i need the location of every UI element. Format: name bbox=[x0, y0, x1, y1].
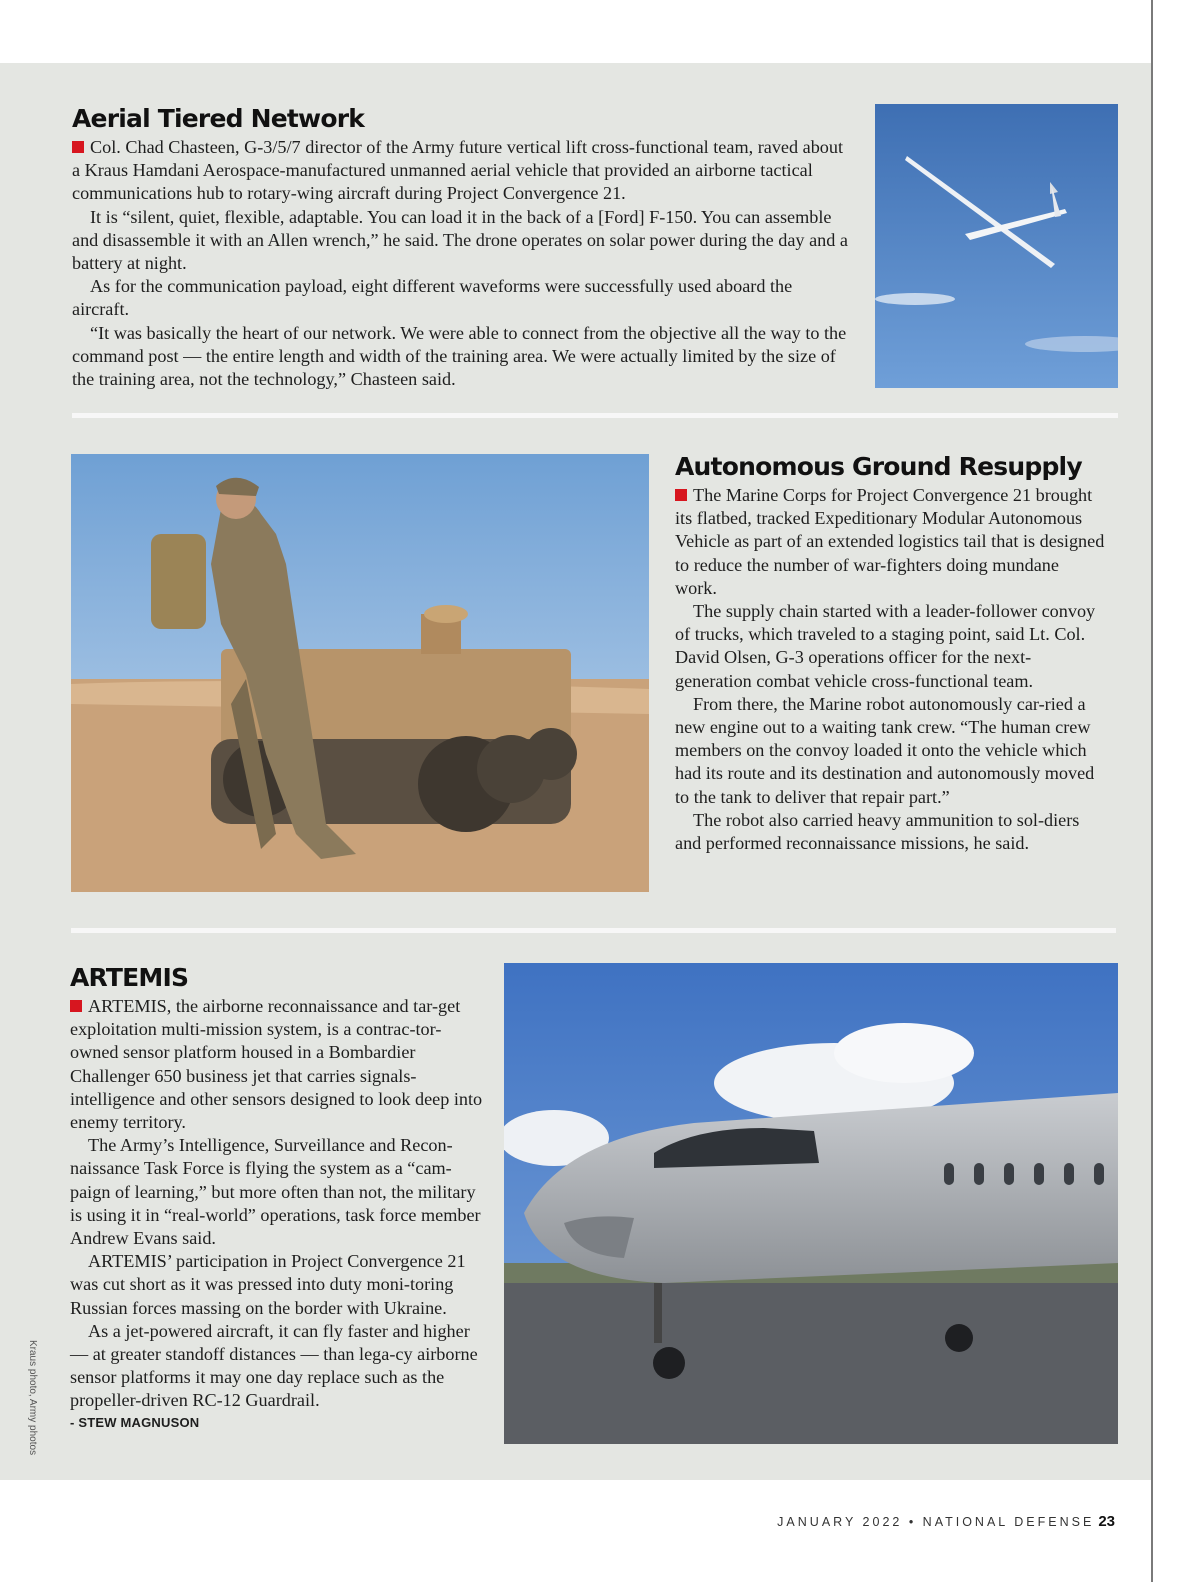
ground-section bbox=[675, 452, 1105, 855]
artemis-paragraph-4: As a jet-powered aircraft, it can fly faster and higher — at greater standoff distances — than lega-cy airborne sensor platforms it may one day replace such as the propeller-driven RC-12 Guardrail. bbox=[70, 1320, 478, 1411]
page-number: 23 bbox=[1098, 1513, 1115, 1530]
robot-vehicle-photo bbox=[71, 454, 649, 892]
aerial-section bbox=[72, 104, 852, 391]
artemis-title: ARTEMIS bbox=[70, 963, 189, 992]
page-footer bbox=[777, 1513, 1115, 1530]
aerial-paragraph-4: “It was basically the heart of our network. We were able to connect from the objective all the way to the command post — the entire length and width of the training area. We were actually limited by the size of the training area, not the technology,” Chasteen said. bbox=[72, 322, 847, 390]
bullet-square-icon bbox=[72, 141, 84, 153]
bullet-square-icon bbox=[70, 1000, 82, 1012]
aerial-title: Aerial Tiered Network bbox=[72, 104, 365, 133]
business-jet-photo bbox=[504, 963, 1118, 1444]
bullet-square-icon bbox=[675, 489, 687, 501]
ground-title: Autonomous Ground Resupply bbox=[675, 452, 1082, 481]
glider-drone-photo bbox=[875, 104, 1118, 388]
artemis-paragraph-3: ARTEMIS’ participation in Project Convergence 21 was cut short as it was pressed into duty moni-toring Russian forces massing on the border with Ukraine. bbox=[70, 1251, 466, 1318]
photo-credit: Kraus photo, Army photos bbox=[27, 1340, 38, 1456]
section-divider-2 bbox=[71, 928, 1116, 933]
ground-paragraph-3: From there, the Marine robot autonomously car-ried a new engine out to a waiting tank crew. “The human crew members on the convoy loaded it onto the vehicle which had its route and its destination and autonomously moved to the tank to deliver that repair part.” bbox=[675, 693, 1095, 807]
artemis-paragraph-1: ARTEMIS, the airborne reconnaissance and tar-get exploitation multi-mission system, is a contrac-tor-owned sensor platform housed in a Bombardier Challenger 650 business jet that carries signals-intelligence and other sensors designed to look deep into enemy territory. bbox=[70, 996, 483, 1133]
artemis-section bbox=[70, 963, 488, 1430]
ground-paragraph-1: The Marine Corps for Project Convergence 21 brought its flatbed, tracked Expeditionary Modular Autonomous Vehicle as part of an extended logistics tail that is designed to reduce the number of war-fighters doing mundane work. bbox=[675, 485, 1105, 598]
byline: - STEW MAGNUSON bbox=[70, 1414, 200, 1430]
ground-paragraph-4: The robot also carried heavy ammunition to sol-diers and performed reconnaissance missions, he said. bbox=[675, 809, 1080, 854]
aerial-paragraph-2: It is “silent, quiet, flexible, adaptable. You can load it in the back of a [Ford] F-150. You can assemble and disassemble it with an Allen wrench,” he said. The drone operates on solar power during the day and a battery at night. bbox=[72, 206, 848, 274]
aerial-paragraph-3: As for the communication payload, eight different waveforms were successfully used aboard the aircraft. bbox=[72, 276, 793, 320]
aerial-paragraph-1: Col. Chad Chasteen, G-3/5/7 director of the Army future vertical lift cross-functional team, raved about a Kraus Hamdani Aerospace-manufactured unmanned aerial vehicle that provided an airborne tactical communications hub to rotary-wing aircraft during Project Convergence 21. bbox=[72, 137, 844, 204]
footer-issue: JANUARY 2022 • NATIONAL DEFENSE bbox=[777, 1515, 1095, 1529]
ground-paragraph-2: The supply chain started with a leader-follower convoy of trucks, which traveled to a staging point, said Lt. Col. David Olsen, G-3 operations officer for the next-generation combat vehicle cross-functional team. bbox=[675, 601, 1096, 691]
artemis-paragraph-2: The Army’s Intelligence, Surveillance and Recon-naissance Task Force is flying the system as a “cam-paign of learning,” but more often than not, the military is using it in “real-world” operations, task force member Andrew Evans said. bbox=[70, 1135, 481, 1249]
page-edge-line bbox=[1151, 0, 1153, 1582]
section-divider-1 bbox=[72, 413, 1118, 418]
